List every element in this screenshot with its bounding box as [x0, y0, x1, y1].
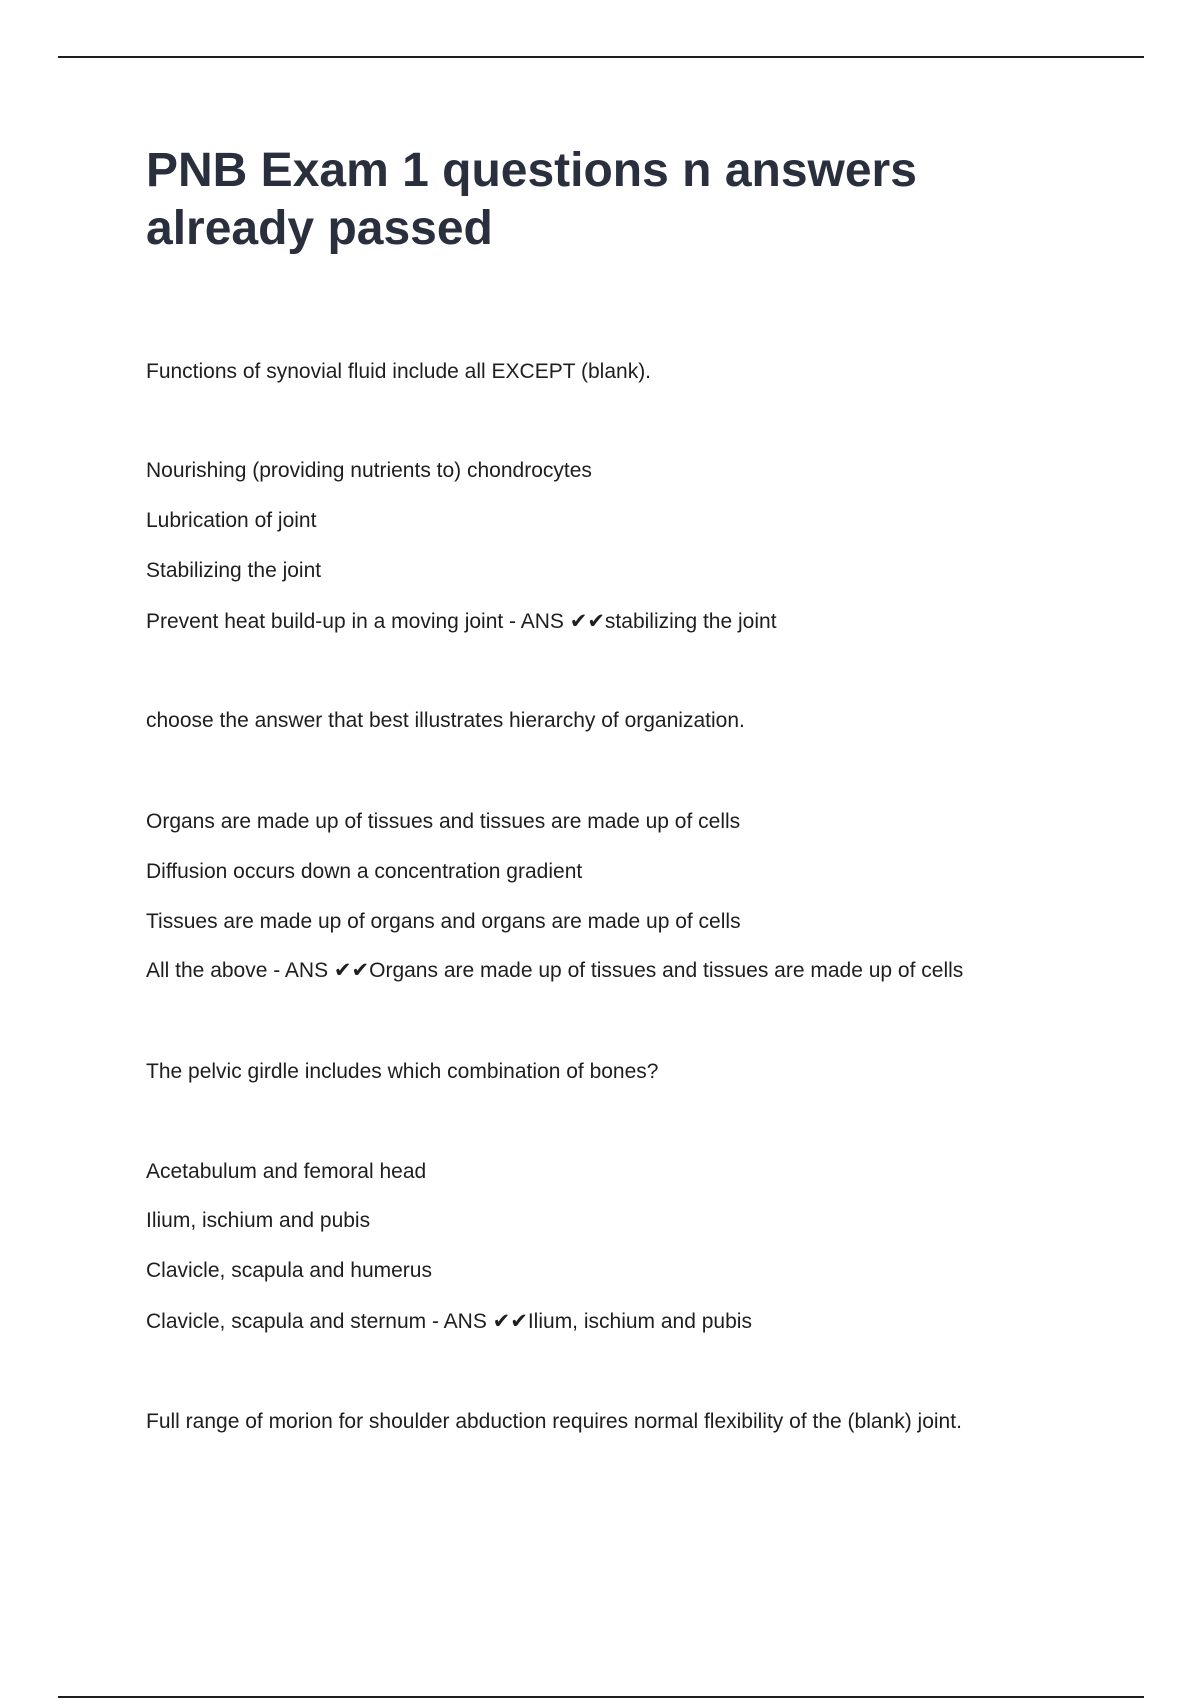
question-3: The pelvic girdle includes which combination of bones?: [146, 1060, 659, 1083]
bottom-rule: [58, 1696, 1144, 1698]
q2-option-3: Tissues are made up of organs and organs are made up of cells: [146, 910, 741, 933]
q1-option-3: Stabilizing the joint: [146, 559, 322, 582]
question-4: Full range of morion for shoulder abduction requires normal flexibility of the (blank) joint.: [146, 1410, 962, 1433]
q2-option-4-answer: All the above - ANS ✔✔Organs are made up of tissues and tissues are made up of cells: [146, 959, 964, 982]
document-title: PNB Exam 1 questions n answers already passed: [146, 144, 917, 255]
question-1: Functions of synovial fluid include all EXCEPT (blank).: [146, 360, 652, 383]
q3-option-3: Clavicle, scapula and humerus: [146, 1259, 432, 1282]
q1-option-2: Lubrication of joint: [146, 509, 317, 532]
top-rule: [58, 56, 1144, 58]
q3-option-1: Acetabulum and femoral head: [146, 1160, 427, 1183]
question-2: choose the answer that best illustrates hierarchy of organization.: [146, 709, 745, 732]
q3-option-4-answer: Clavicle, scapula and sternum - ANS ✔✔Ilium, ischium and pubis: [146, 1310, 752, 1333]
q1-option-4-answer: Prevent heat build-up in a moving joint - ANS ✔✔stabilizing the joint: [146, 610, 777, 633]
q1-option-1: Nourishing (providing nutrients to) chondrocytes: [146, 459, 592, 482]
q3-option-2: Ilium, ischium and pubis: [146, 1209, 371, 1232]
q2-option-2: Diffusion occurs down a concentration gradient: [146, 860, 583, 883]
q2-option-1: Organs are made up of tissues and tissues are made up of cells: [146, 810, 741, 833]
